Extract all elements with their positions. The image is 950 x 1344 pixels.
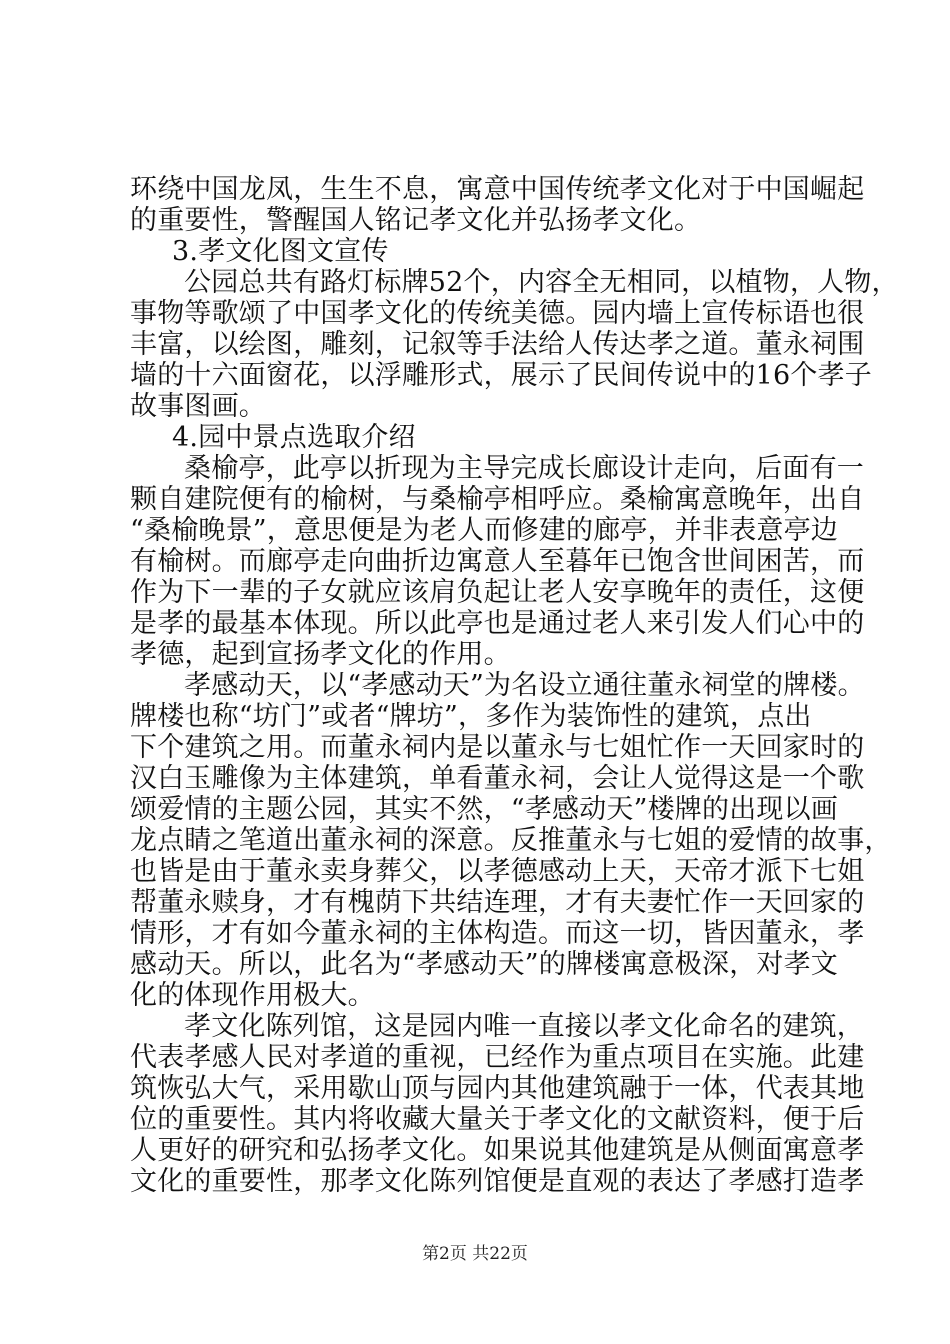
text-line: 颗自建院便有的榆树，与桑榆亭相呼应。桑榆寓意晚年，出自 <box>130 484 865 515</box>
text-line: 龙点睛之笔道出董永祠的深意。反推董永与七姐的爱情的故事， <box>130 825 892 856</box>
text-line: 孝德，起到宣扬孝文化的作用。 <box>130 639 511 670</box>
text-line: 化的体现作用极大。 <box>130 980 375 1011</box>
text-line: 代表孝感人民对孝道的重视，已经作为重点项目在实施。此建 <box>130 1042 865 1073</box>
text-line: 筑恢弘大气，采用歇山顶与园内其他建筑融于一体，代表其地 <box>130 1073 865 1104</box>
text-line: 环绕中国龙凤，生生不息，寓意中国传统孝文化对于中国崛起 <box>130 174 865 205</box>
text-line: 事物等歌颂了中国孝文化的传统美德。园内墙上宣传标语也很 <box>130 298 865 329</box>
text-line: 文化的重要性，那孝文化陈列馆便是直观的表达了孝感打造孝 <box>130 1166 865 1197</box>
text-line: 感动天。所以，此名为“孝感动天”的牌楼寓意极深，对孝文 <box>130 949 839 980</box>
text-line: “桑榆晚景”，意思便是为老人而修建的廊亭，并非表意亭边 <box>130 515 839 546</box>
text-line: 牌楼也称“坊门”或者“牌坊”，多作为装饰性的建筑，点出 <box>130 701 812 732</box>
text-line: 情形，才有如今董永祠的主体构造。而这一切，皆因董永，孝 <box>130 918 865 949</box>
text-line: 孝感动天，以“孝感动天”为名设立通往董永祠堂的牌楼。 <box>184 670 865 701</box>
text-line: 桑榆亭，此亭以折现为主导完成长廊设计走向，后面有一 <box>184 453 864 484</box>
text-line: 有榆树。而廊亭走向曲折边寓意人至暮年已饱含世间困苦，而 <box>130 546 865 577</box>
text-line: 位的重要性。其内将收藏大量关于孝文化的文献资料，便于后 <box>130 1104 865 1135</box>
text-line: 也皆是由于董永卖身葬父，以孝德感动上天，天帝才派下七姐 <box>130 856 865 887</box>
page-number-label: 第2页 共22页 <box>422 1244 528 1264</box>
document-body <box>130 174 899 1197</box>
page-footer <box>0 1244 950 1264</box>
text-line: 是孝的最基本体现。所以此亭也是通过老人来引发人们心中的 <box>130 608 865 639</box>
text-line: 人更好的研究和弘扬孝文化。如果说其他建筑是从侧面寓意孝 <box>130 1135 865 1166</box>
text-line: 孝文化陈列馆，这是园内唯一直接以孝文化命名的建筑， <box>184 1011 864 1042</box>
text-line: 故事图画。 <box>130 391 266 422</box>
text-line: 帮董永赎身，才有槐荫下共结连理，才有夫妻忙作一天回家的 <box>130 887 865 918</box>
text-line: 公园总共有路灯标牌52个，内容全无相同，以植物，人物， <box>184 267 899 298</box>
text-line: 丰富，以绘图，雕刻，记叙等手法给人传达孝之道。董永祠围 <box>130 329 865 360</box>
text-line: 墙的十六面窗花，以浮雕形式，展示了民间传说中的16个孝子 <box>130 360 872 391</box>
text-line: 颂爱情的主题公园，其实不然，“孝感动天”楼牌的出现以画 <box>130 794 839 825</box>
text-line: 下个建筑之用。而董永祠内是以董永与七姐忙作一天回家时的 <box>130 732 865 763</box>
text-line: 的重要性，警醒国人铭记孝文化并弘扬孝文化。 <box>130 205 702 236</box>
text-line: 作为下一辈的子女就应该肩负起让老人安享晚年的责任，这便 <box>130 577 865 608</box>
section-heading: 4.园中景点选取介绍 <box>172 422 416 453</box>
section-heading: 3.孝文化图文宣传 <box>172 236 389 267</box>
text-line: 汉白玉雕像为主体建筑，单看董永祠，会让人觉得这是一个歌 <box>130 763 865 794</box>
